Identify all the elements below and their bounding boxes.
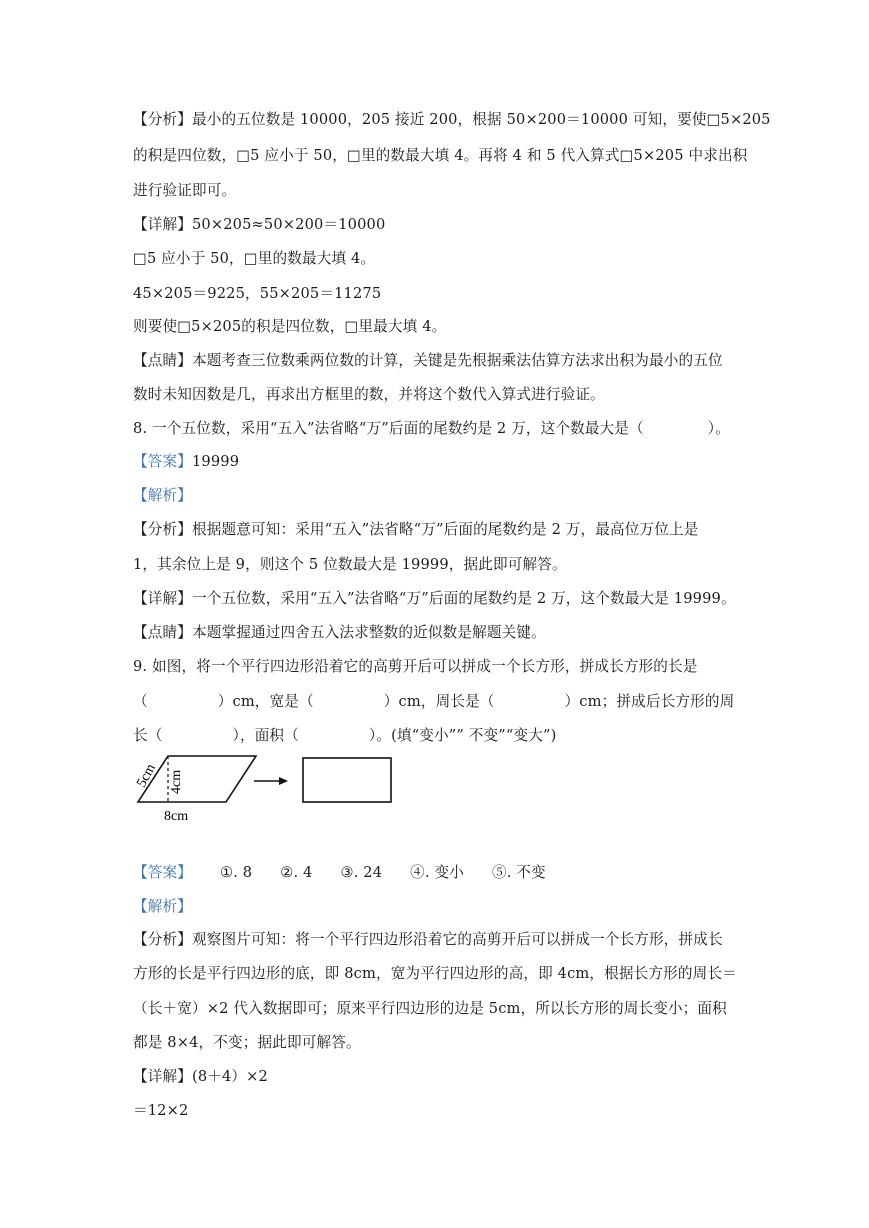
parallelogram-shape	[138, 756, 256, 802]
q9-line3-part-2: ），面积（	[232, 727, 299, 744]
q8-comment: 【点睛】本题掌握通过四舍五入法求整数的近似数是解题关键。	[133, 624, 546, 641]
q9-line3-part-1: 长（	[133, 727, 163, 744]
q9-detail-line-1: 【详解】(8＋4）×2	[133, 1068, 268, 1085]
q9-line2-part-4: ）cm；拼成后长方形的周	[564, 693, 735, 710]
q7-analysis-line-1: 【分析】最小的五位数是 10000，205 接近 200，根据 50×200＝10000 可知，要使□5×205	[133, 111, 771, 128]
height-label: 4cm	[169, 769, 184, 794]
q9-analysis-line-2: 方形的长是平行四边形的底，即 8cm，宽为平行四边形的高，即 4cm，根据长方形的周长＝	[133, 965, 737, 982]
q7-analysis-line-3: 进行验证即可。	[133, 182, 237, 199]
q9-answer-2: ②. 4	[280, 864, 313, 881]
q9-detail-line-2: ＝12×2	[133, 1102, 189, 1119]
q9-answer-tag: 【答案】	[133, 864, 192, 881]
q9-question-line-3	[133, 726, 556, 746]
q9-line2-part-1: （	[133, 693, 148, 710]
q9-analysis-line-4: 都是 8×4，不变；据此即可解答。	[133, 1034, 361, 1051]
q7-detail-line-2: □5 应小于 50，□里的数最大填 4。	[133, 250, 376, 267]
q9-question-line-1: 9. 如图，将一个平行四边形沿着它的高剪开后可以拼成一个长方形，拼成长方形的长是	[133, 658, 698, 675]
q9-question-line-2	[133, 692, 734, 712]
q7-detail-line-3: 45×205＝9225，55×205＝11275	[133, 285, 382, 302]
q7-detail-line-4: 则要使□5×205的积是四位数，□里最大填 4。	[133, 318, 447, 335]
q8-question-end: ）。	[707, 420, 730, 437]
q7-analysis-line-2: 的积是四位数，□5 应小于 50，□里的数最大填 4。再将 4 和 5 代入算式□5×205 中求出积	[133, 147, 748, 164]
q8-answer: 19999	[191, 453, 240, 470]
q9-answer-1: ①. 8	[219, 864, 253, 881]
q7-comment-line-2: 数时未知因数是几，再求出方框里的数，并将这个数代入算式进行验证。	[133, 386, 605, 403]
q8-jiexi-tag: 【解析】	[133, 487, 192, 504]
q9-answer-line	[133, 863, 574, 883]
q9-analysis-line-1: 【分析】观察图片可知：将一个平行四边形沿着它的高剪开后可以拼成一个长方形，拼成长	[133, 931, 723, 948]
rectangle-shape	[303, 758, 391, 802]
side-label: 5cm	[134, 761, 159, 790]
q8-analysis-line-2: 1，其余位上是 9，则这个 5 位数最大是 19999，据此即可解答。	[133, 556, 567, 573]
q9-jiexi-tag: 【解析】	[133, 898, 192, 915]
q8-question	[133, 419, 730, 439]
q9-line2-part-3: ）cm，周长是（	[383, 693, 495, 710]
q9-answer-3: ③. 24	[340, 864, 383, 881]
q9-answer-5: ⑤. 不变	[491, 864, 546, 881]
q9-analysis-line-3: （长＋宽）×2 代入数据即可；原来平行四边形的边是 5cm，所以长方形的周长变小；面积	[133, 1000, 727, 1017]
q8-analysis-line-1: 【分析】根据题意可知：采用“五入”法省略“万”后面的尾数约是 2 万，最高位万位上是	[133, 521, 699, 538]
arrow-head	[279, 777, 288, 785]
q9-line2-part-2: ）cm，宽是（	[217, 693, 314, 710]
base-label: 8cm	[164, 809, 189, 824]
q8-detail: 【详解】一个五位数，采用“五入”法省略“万”后面的尾数约是 2 万，这个数最大是 19999。	[133, 590, 736, 607]
parallelogram-figure	[130, 750, 400, 826]
q7-comment-line-1: 【点睛】本题考查三位数乘两位数的计算，关键是先根据乘法估算方法求出积为最小的五位	[133, 352, 723, 369]
q9-answer-4: ④. 变小	[410, 864, 464, 881]
q8-question-text: 8. 一个五位数，采用“五入”法省略“万”后面的尾数约是 2 万，这个数最大是（	[133, 420, 644, 437]
q9-line3-part-3: ）。(填“变小”” 不变”“变大”)	[368, 727, 557, 744]
q7-detail-line-1: 【详解】50×205≈50×200＝10000	[133, 216, 386, 233]
q8-answer-tag: 【答案】	[133, 453, 192, 470]
q8-answer-line	[133, 452, 239, 472]
